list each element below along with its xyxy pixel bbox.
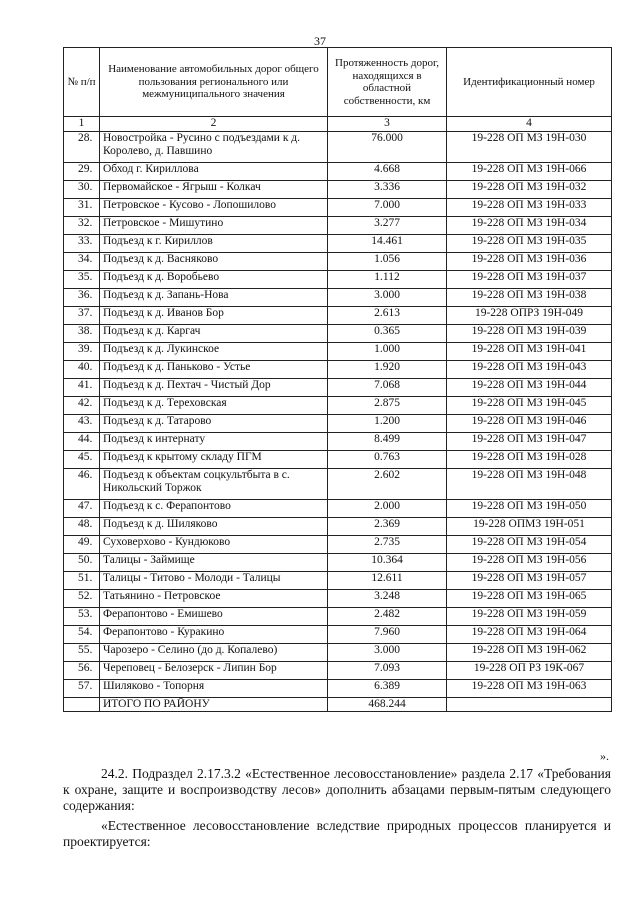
road-length: 1.920 <box>328 361 447 379</box>
table-row <box>64 433 612 451</box>
table-row <box>64 608 612 626</box>
road-identifier: 19-228 ОП МЗ 19Н-045 <box>447 397 612 415</box>
row-number: 46. <box>64 469 100 500</box>
row-number: 28. <box>64 132 100 163</box>
table-row <box>64 132 612 163</box>
road-length: 3.336 <box>328 181 447 199</box>
road-length: 2.613 <box>328 307 447 325</box>
total-id-cell <box>447 698 612 712</box>
table-row <box>64 379 612 397</box>
road-length: 6.389 <box>328 680 447 698</box>
road-length: 2.875 <box>328 397 447 415</box>
column-number: 4 <box>447 117 612 132</box>
road-name: Суховерхово - Кундюково <box>100 536 328 554</box>
table-row <box>64 554 612 572</box>
road-length: 14.461 <box>328 235 447 253</box>
row-number: 53. <box>64 608 100 626</box>
road-length: 1.200 <box>328 415 447 433</box>
row-number: 39. <box>64 343 100 361</box>
row-number: 35. <box>64 271 100 289</box>
road-identifier: 19-228 ОП МЗ 19Н-044 <box>447 379 612 397</box>
table-row <box>64 644 612 662</box>
row-number: 31. <box>64 199 100 217</box>
road-identifier: 19-228 ОП МЗ 19Н-062 <box>447 644 612 662</box>
road-identifier: 19-228 ОП МЗ 19Н-034 <box>447 217 612 235</box>
road-length: 3.000 <box>328 644 447 662</box>
road-identifier: 19-228 ОП МЗ 19Н-057 <box>447 572 612 590</box>
road-length: 1.000 <box>328 343 447 361</box>
road-identifier: 19-228 ОП МЗ 19Н-059 <box>447 608 612 626</box>
row-number: 51. <box>64 572 100 590</box>
table-row <box>64 518 612 536</box>
road-name: Подъезд к д. Васняково <box>100 253 328 271</box>
road-name: Подъезд к интернату <box>100 433 328 451</box>
road-name: Петровское - Мишутино <box>100 217 328 235</box>
amendment-paragraph: 24.2. Подраздел 2.17.3.2 «Естественное лесовосстановление» раздела 2.17 «Требования к охране, защите и воспроизводству лесов» дополнить абзацами первым-пятым следующего содержания: <box>63 766 611 813</box>
table-row <box>64 500 612 518</box>
road-length: 1.112 <box>328 271 447 289</box>
road-identifier: 19-228 ОП МЗ 19Н-032 <box>447 181 612 199</box>
road-identifier: 19-228 ОП МЗ 19Н-041 <box>447 343 612 361</box>
table-row <box>64 626 612 644</box>
road-identifier: 19-228 ОП МЗ 19Н-056 <box>447 554 612 572</box>
row-number: 55. <box>64 644 100 662</box>
row-number: 52. <box>64 590 100 608</box>
amendment-paragraph: «Естественное лесовосстановление вследствие природных процессов планируется и проектируется: <box>63 818 611 849</box>
table-row <box>64 343 612 361</box>
table-row <box>64 469 612 500</box>
road-length: 7.093 <box>328 662 447 680</box>
road-identifier: 19-228 ОП МЗ 19Н-039 <box>447 325 612 343</box>
road-name: Подъезд к с. Ферапонтово <box>100 500 328 518</box>
road-name: Чарозеро - Селино (до д. Копалево) <box>100 644 328 662</box>
road-name: Подъезд к объектам соцкультбыта в с. Никольский Торжок <box>100 469 328 500</box>
road-identifier: 19-228 ОП МЗ 19Н-038 <box>447 289 612 307</box>
table-row <box>64 253 612 271</box>
road-identifier: 19-228 ОП МЗ 19Н-066 <box>447 163 612 181</box>
road-length: 1.056 <box>328 253 447 271</box>
road-name: Подъезд к д. Воробьево <box>100 271 328 289</box>
road-name: Подъезд к д. Шиляково <box>100 518 328 536</box>
table-row <box>64 235 612 253</box>
table-row <box>64 680 612 698</box>
header-length: Протяженность дорог, находящихся в областной собственности, км <box>328 48 447 117</box>
column-numbers-row <box>64 117 612 132</box>
row-number: 43. <box>64 415 100 433</box>
road-length: 2.602 <box>328 469 447 500</box>
row-number: 29. <box>64 163 100 181</box>
row-number: 37. <box>64 307 100 325</box>
road-length: 8.499 <box>328 433 447 451</box>
road-name: Подъезд к д. Иванов Бор <box>100 307 328 325</box>
road-identifier: 19-228 ОПМЗ 19Н-051 <box>447 518 612 536</box>
road-name: Шиляково - Топорня <box>100 680 328 698</box>
road-length: 2.369 <box>328 518 447 536</box>
column-number: 1 <box>64 117 100 132</box>
row-number: 47. <box>64 500 100 518</box>
road-name: Талицы - Титово - Молоди - Талицы <box>100 572 328 590</box>
road-length: 12.611 <box>328 572 447 590</box>
row-number: 38. <box>64 325 100 343</box>
road-length: 10.364 <box>328 554 447 572</box>
row-number: 45. <box>64 451 100 469</box>
road-identifier: 19-228 ОП МЗ 19Н-048 <box>447 469 612 500</box>
road-length: 2.000 <box>328 500 447 518</box>
road-length: 2.735 <box>328 536 447 554</box>
roads-table <box>63 47 612 712</box>
column-number: 2 <box>100 117 328 132</box>
row-number: 32. <box>64 217 100 235</box>
table-row <box>64 415 612 433</box>
road-identifier: 19-228 ОП МЗ 19Н-054 <box>447 536 612 554</box>
road-name: Подъезд к д. Тереховская <box>100 397 328 415</box>
road-identifier: 19-228 ОП МЗ 19Н-063 <box>447 680 612 698</box>
road-name: Подъезд к крытому складу ПГМ <box>100 451 328 469</box>
header-identifier: Идентификационный номер <box>447 48 612 117</box>
total-row <box>64 698 612 712</box>
row-number: 44. <box>64 433 100 451</box>
road-name: Новостройка - Русино с подъездами к д. Королево, д. Павшино <box>100 132 328 163</box>
row-number: 40. <box>64 361 100 379</box>
road-name: Петровское - Кусово - Лопошилово <box>100 199 328 217</box>
road-length: 2.482 <box>328 608 447 626</box>
table-row <box>64 451 612 469</box>
road-name: Подъезд к д. Пехтач - Чистый Дор <box>100 379 328 397</box>
closing-quote-mark: ». <box>600 749 609 763</box>
page-number: 37 <box>314 34 326 48</box>
road-identifier: 19-228 ОП МЗ 19Н-036 <box>447 253 612 271</box>
row-number: 30. <box>64 181 100 199</box>
road-name: Подъезд к д. Лукинское <box>100 343 328 361</box>
table-row <box>64 536 612 554</box>
road-identifier: 19-228 ОП МЗ 19Н-047 <box>447 433 612 451</box>
road-length: 7.000 <box>328 199 447 217</box>
road-name: Подъезд к д. Паньково - Устье <box>100 361 328 379</box>
row-number: 48. <box>64 518 100 536</box>
table-row <box>64 307 612 325</box>
table-row <box>64 662 612 680</box>
road-name: Подъезд к г. Кириллов <box>100 235 328 253</box>
row-number: 50. <box>64 554 100 572</box>
table-row <box>64 289 612 307</box>
road-identifier: 19-228 ОП МЗ 19Н-028 <box>447 451 612 469</box>
table-row <box>64 572 612 590</box>
row-number: 54. <box>64 626 100 644</box>
road-identifier: 19-228 ОП РЗ 19К-067 <box>447 662 612 680</box>
table-row <box>64 181 612 199</box>
table-row <box>64 163 612 181</box>
row-number: 33. <box>64 235 100 253</box>
row-number: 49. <box>64 536 100 554</box>
total-length: 468.244 <box>328 698 447 712</box>
road-name: Ферапонтово - Емишево <box>100 608 328 626</box>
header-number: № п/п <box>64 48 100 117</box>
row-number: 34. <box>64 253 100 271</box>
road-identifier: 19-228 ОП МЗ 19Н-037 <box>447 271 612 289</box>
row-number: 41. <box>64 379 100 397</box>
column-number: 3 <box>328 117 447 132</box>
header-road-name: Наименование автомобильных дорог общего пользования регионального или межмуниципального значения <box>100 48 328 117</box>
row-number: 42. <box>64 397 100 415</box>
road-identifier: 19-228 ОП МЗ 19Н-046 <box>447 415 612 433</box>
row-number: 57. <box>64 680 100 698</box>
road-length: 0.365 <box>328 325 447 343</box>
table-row <box>64 590 612 608</box>
roads-table-body <box>64 132 612 698</box>
road-length: 7.068 <box>328 379 447 397</box>
road-identifier: 19-228 ОП МЗ 19Н-064 <box>447 626 612 644</box>
road-identifier: 19-228 ОП МЗ 19Н-043 <box>447 361 612 379</box>
road-name: Ферапонтово - Куракино <box>100 626 328 644</box>
row-number: 56. <box>64 662 100 680</box>
road-identifier: 19-228 ОП МЗ 19Н-065 <box>447 590 612 608</box>
total-num-cell <box>64 698 100 712</box>
table-row <box>64 217 612 235</box>
table-header-row <box>64 48 612 117</box>
table-row <box>64 325 612 343</box>
road-identifier: 19-228 ОПРЗ 19Н-049 <box>447 307 612 325</box>
road-name: Талицы - Займище <box>100 554 328 572</box>
table-row <box>64 271 612 289</box>
row-number: 36. <box>64 289 100 307</box>
road-name: Обход г. Кириллова <box>100 163 328 181</box>
road-name: Подъезд к д. Татарово <box>100 415 328 433</box>
road-length: 3.000 <box>328 289 447 307</box>
road-identifier: 19-228 ОП МЗ 19Н-050 <box>447 500 612 518</box>
road-name: Первомайское - Ягрыш - Колкач <box>100 181 328 199</box>
road-length: 0.763 <box>328 451 447 469</box>
total-label: ИТОГО ПО РАЙОНУ <box>100 698 328 712</box>
road-name: Подъезд к д. Запань-Нова <box>100 289 328 307</box>
road-name: Татьянино - Петровское <box>100 590 328 608</box>
table-row <box>64 199 612 217</box>
road-length: 76.000 <box>328 132 447 163</box>
road-length: 3.277 <box>328 217 447 235</box>
table-row <box>64 397 612 415</box>
road-length: 4.668 <box>328 163 447 181</box>
road-length: 7.960 <box>328 626 447 644</box>
road-name: Череповец - Белозерск - Липин Бор <box>100 662 328 680</box>
road-identifier: 19-228 ОП МЗ 19Н-035 <box>447 235 612 253</box>
road-name: Подъезд к д. Каргач <box>100 325 328 343</box>
road-identifier: 19-228 ОП МЗ 19Н-033 <box>447 199 612 217</box>
table-row <box>64 361 612 379</box>
road-length: 3.248 <box>328 590 447 608</box>
road-identifier: 19-228 ОП МЗ 19Н-030 <box>447 132 612 163</box>
